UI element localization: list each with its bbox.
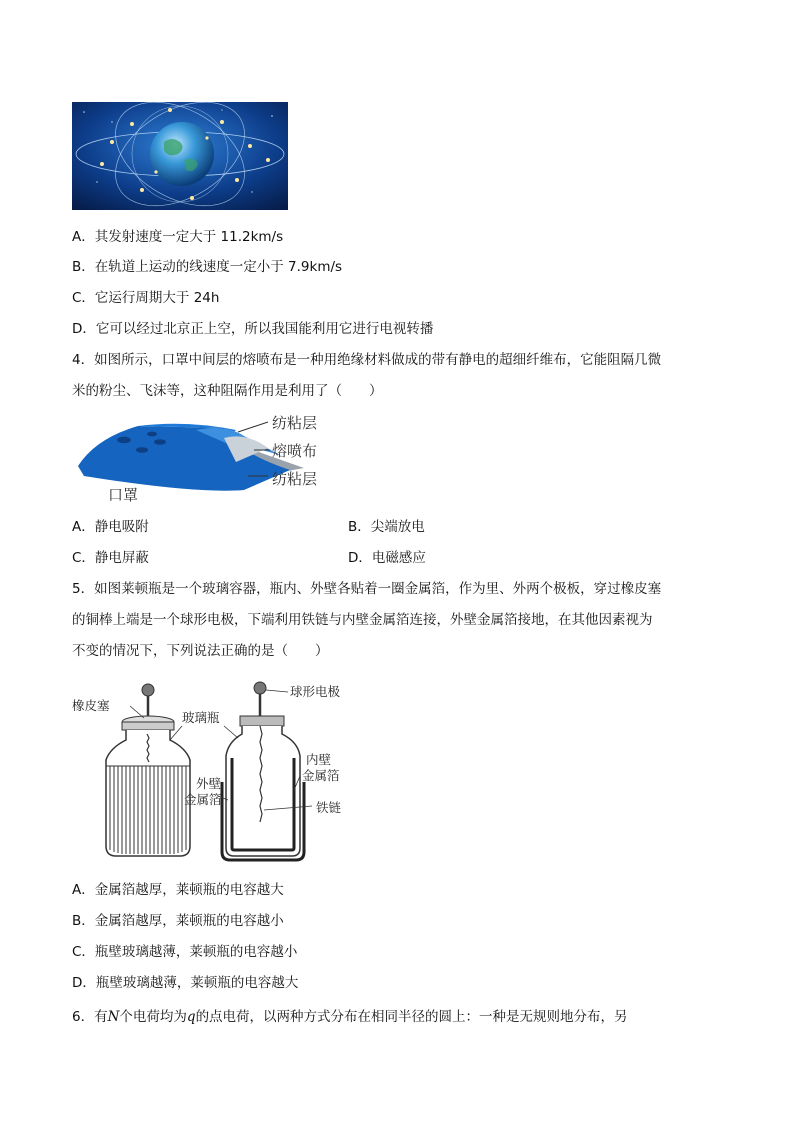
leyden-label-outer-2: 金属箔 [184,792,222,807]
q4-option-d: D．电磁感应 [348,550,426,566]
q5-option-c: C．瓶壁玻璃越薄，莱顿瓶的电容越小 [72,944,298,960]
leyden-label-bottle: 玻璃瓶 [182,710,220,725]
q3-option-a: A．其发射速度一定大于 11.2km/s [72,229,284,245]
q5-option-b: B．金属箔越厚，莱顿瓶的电容越小 [72,913,284,929]
q5-stem-line1: 5．如图莱顿瓶是一个玻璃容器，瓶内、外壁各贴着一圈金属箔，作为里、外两个极板，穿过橡皮塞 [72,581,662,597]
satellite-orbit-image [72,102,288,210]
q5-stem-line2: 的铜棒上端是一个球形电极，下端利用铁链与内壁金属箔连接，外壁金属箔接地，在其他因素视为 [72,612,653,628]
leyden-label-stopper: 橡皮塞 [72,698,110,713]
q6-var-n: N [107,1009,120,1025]
mask-layers-figure [76,410,346,506]
leyden-label-chain: 铁链 [316,800,342,815]
q3-option-c: C．它运行周期大于 24h [72,290,220,306]
mask-label: 口罩 [108,486,139,504]
q4-stem-line1: 4．如图所示，口罩中间层的熔喷布是一种用绝缘材料做成的带有静电的超细纤维布，它能阻隔几微 [72,352,662,368]
q5-option-d: D．瓶壁玻璃越薄，莱顿瓶的电容越大 [72,975,299,991]
q4-option-c: C．静电屏蔽 [72,550,149,566]
mask-label-spunbond-top: 纺粘层 [272,414,318,432]
leyden-jar-figure [70,678,370,862]
mask-label-meltblown: 熔喷布 [272,442,318,460]
q6-var-q: q [186,1009,196,1025]
leyden-label-inner-2: 金属箔 [302,768,340,783]
leyden-label-electrode: 球形电极 [290,684,341,699]
q3-option-b: B．在轨道上运动的线速度一定小于 7.9km/s [72,259,343,275]
q4-option-a: A．静电吸附 [72,519,149,535]
leyden-label-outer-1: 外壁 [196,776,222,791]
q6-stem-line1 [72,1008,628,1026]
leyden-label-inner-1: 内壁 [306,752,332,767]
q4-stem-line2: 米的粉尘、飞沫等，这种阻隔作用是利用了（ ） [72,383,383,399]
q6-mid: 个电荷均为 [119,1009,187,1025]
q5-stem-line3: 不变的情况下，下列说法正确的是（ ） [72,643,329,659]
q6-prefix: 6．有 [72,1009,108,1025]
q6-rest: 的点电荷，以两种方式分布在相同半径的圆上：一种是无规则地分布，另 [195,1009,628,1025]
q5-option-a: A．金属箔越厚，莱顿瓶的电容越大 [72,882,284,898]
q3-option-d: D．它可以经过北京正上空，所以我国能利用它进行电视转播 [72,321,434,337]
q4-option-b: B．尖端放电 [348,519,425,535]
mask-label-spunbond-bottom: 纺粘层 [272,470,318,488]
